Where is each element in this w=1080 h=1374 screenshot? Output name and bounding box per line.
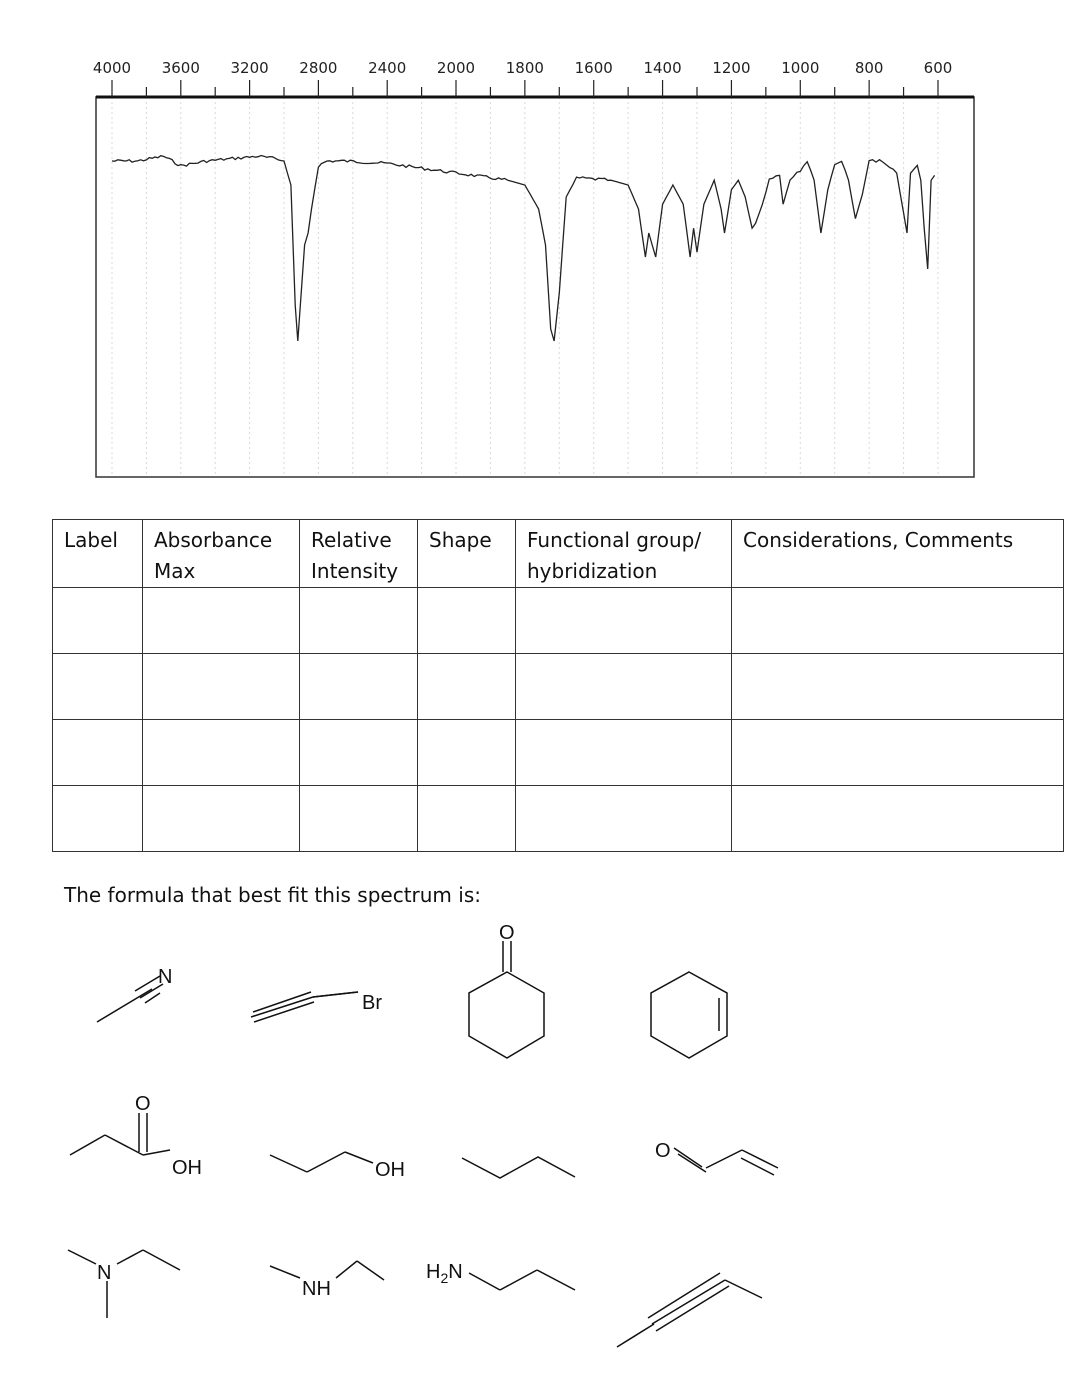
chart-tick-marks bbox=[112, 80, 938, 97]
structure-methylethylamine[interactable] bbox=[270, 1261, 384, 1300]
chart-tick-labels bbox=[93, 59, 952, 77]
header-functional-group: Functional group/ hybridization bbox=[516, 520, 732, 588]
structure-cyclohexene[interactable] bbox=[651, 972, 727, 1058]
x-tick-label: 1600 bbox=[574, 59, 613, 77]
table-cell[interactable] bbox=[143, 588, 300, 654]
chart-gridlines bbox=[112, 97, 938, 477]
table-cell[interactable] bbox=[53, 654, 143, 720]
atom-label-n: N bbox=[158, 966, 173, 988]
x-tick-label: 4000 bbox=[92, 59, 132, 77]
atom-label-nh: NH bbox=[302, 1278, 331, 1300]
table-row bbox=[53, 654, 1064, 720]
x-tick-label: 2800 bbox=[299, 59, 338, 77]
table-cell[interactable] bbox=[516, 720, 732, 786]
header-label: Label bbox=[53, 520, 143, 588]
table-cell[interactable] bbox=[732, 654, 1064, 720]
chart-frame bbox=[96, 97, 974, 477]
x-tick-label: 1000 bbox=[781, 59, 820, 77]
atom-label-br: Br bbox=[362, 992, 382, 1014]
table-cell[interactable] bbox=[143, 720, 300, 786]
table-cell[interactable] bbox=[300, 720, 418, 786]
table-cell[interactable] bbox=[732, 588, 1064, 654]
atom-label-h2n: $H_2N$ bbox=[426, 1261, 463, 1286]
atom-label-oh: OH bbox=[375, 1159, 405, 1181]
table-cell[interactable] bbox=[53, 786, 143, 852]
header-shape: Shape bbox=[418, 520, 516, 588]
table-cell[interactable] bbox=[418, 588, 516, 654]
question-text: The formula that best fit this spectrum is: bbox=[64, 883, 481, 907]
table-row bbox=[53, 720, 1064, 786]
x-tick-label: 1200 bbox=[712, 59, 751, 77]
x-tick-label: 2400 bbox=[368, 59, 407, 77]
atom-label-o: O bbox=[499, 922, 515, 944]
x-tick-label: 1800 bbox=[505, 59, 544, 77]
candidate-structures bbox=[0, 900, 1080, 1374]
atom-label-o: O bbox=[135, 1093, 151, 1115]
table-cell[interactable] bbox=[300, 588, 418, 654]
structure-butane[interactable] bbox=[462, 1157, 575, 1178]
table-cell[interactable] bbox=[732, 720, 1064, 786]
table-cell[interactable] bbox=[516, 654, 732, 720]
ir-analysis-table bbox=[52, 519, 1064, 852]
table-cell[interactable] bbox=[53, 588, 143, 654]
table-row bbox=[53, 786, 1064, 852]
x-tick-label: 600 bbox=[923, 59, 953, 77]
structure-propanoic-acid[interactable] bbox=[70, 1093, 202, 1179]
spectrum-trace bbox=[112, 156, 935, 342]
table-cell[interactable] bbox=[143, 654, 300, 720]
atom-label-o: O bbox=[655, 1140, 671, 1162]
table-cell[interactable] bbox=[418, 654, 516, 720]
table-cell[interactable] bbox=[418, 786, 516, 852]
table-cell[interactable] bbox=[143, 786, 300, 852]
table-cell[interactable] bbox=[418, 720, 516, 786]
structure-propylamine[interactable] bbox=[426, 1261, 575, 1290]
header-considerations: Considerations, Comments bbox=[732, 520, 1064, 588]
table-header-row bbox=[53, 520, 1064, 588]
x-tick-label: 1400 bbox=[643, 59, 682, 77]
header-absorbance-max: Absorbance Max bbox=[143, 520, 300, 588]
x-tick-label: 3200 bbox=[230, 59, 269, 77]
table-cell[interactable] bbox=[516, 588, 732, 654]
structure-dimethylethylamine[interactable] bbox=[68, 1250, 180, 1318]
table-cell[interactable] bbox=[300, 786, 418, 852]
header-relative-intensity: Relative Intensity bbox=[300, 520, 418, 588]
table-cell[interactable] bbox=[516, 786, 732, 852]
x-tick-label: 800 bbox=[854, 59, 884, 77]
x-tick-label: 3600 bbox=[161, 59, 200, 77]
structure-propargyl-bromide[interactable] bbox=[251, 992, 382, 1022]
table-cell[interactable] bbox=[732, 786, 1064, 852]
atom-label-n: N bbox=[97, 1262, 112, 1284]
table-cell[interactable] bbox=[53, 720, 143, 786]
table-row bbox=[53, 588, 1064, 654]
atom-label-oh: OH bbox=[172, 1157, 202, 1179]
structure-acetonitrile[interactable] bbox=[97, 966, 172, 1022]
x-tick-label: 2000 bbox=[436, 59, 476, 77]
ir-spectrum-chart bbox=[0, 0, 1080, 500]
structure-cyclohexanone[interactable] bbox=[469, 922, 544, 1058]
structure-acrolein[interactable] bbox=[655, 1140, 778, 1175]
structure-propanol[interactable] bbox=[270, 1152, 405, 1181]
structure-2-pentyne[interactable] bbox=[617, 1273, 762, 1347]
table-cell[interactable] bbox=[300, 654, 418, 720]
